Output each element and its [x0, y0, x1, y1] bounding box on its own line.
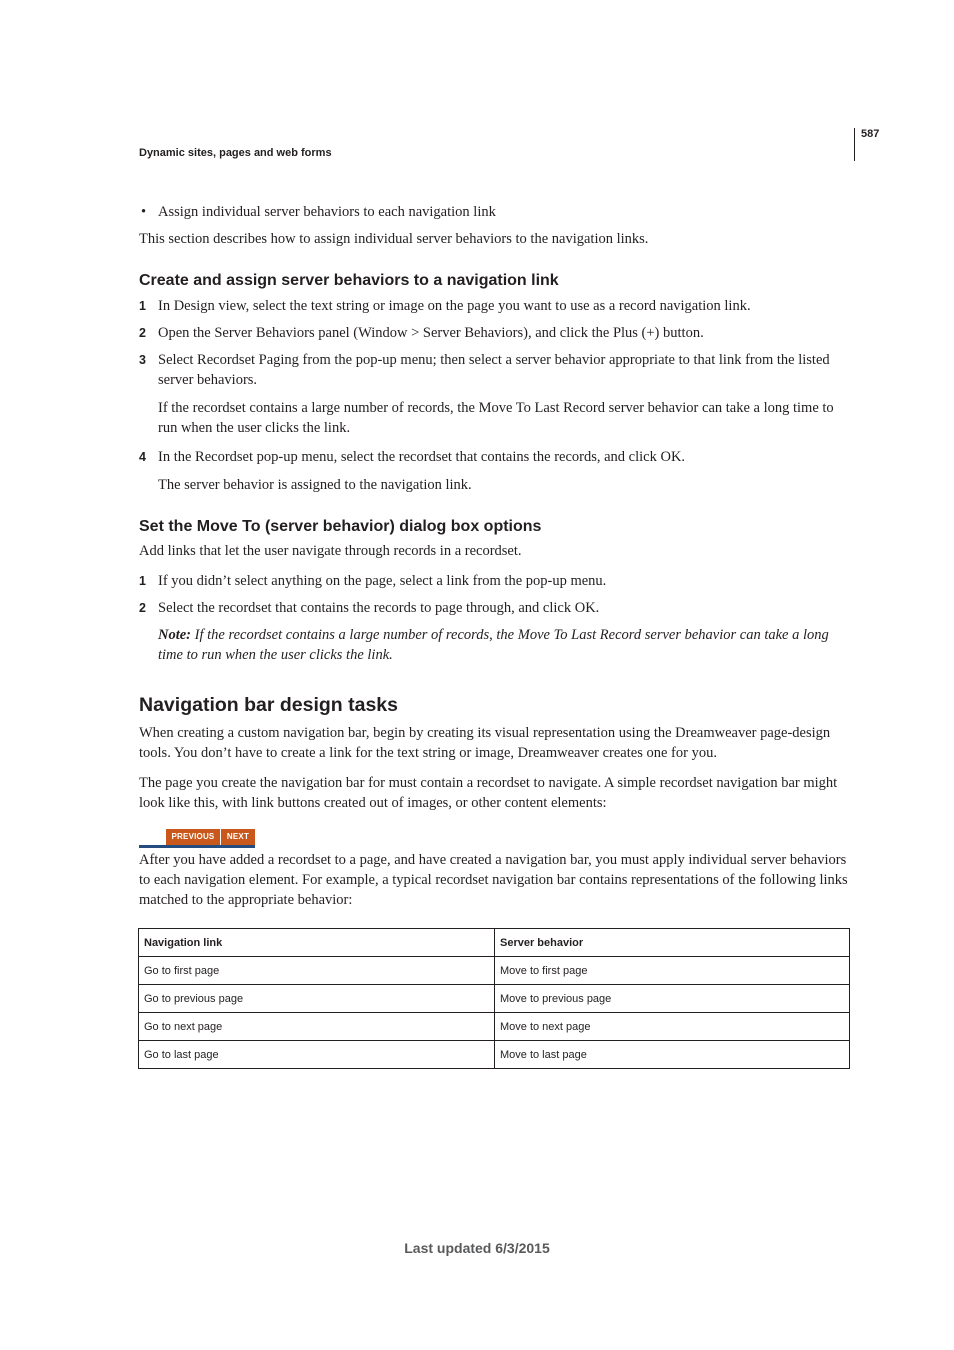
intro-paragraph: This section describes how to assign individual server behaviors to the navigation links.	[139, 231, 649, 247]
table-cell: Go to first page	[139, 957, 495, 985]
table-cell: Move to next page	[495, 1013, 850, 1041]
step-number: 4	[139, 450, 146, 464]
step-text: If you didn’t select anything on the page, select a link from the pop-up menu.	[158, 573, 607, 589]
note	[158, 625, 852, 665]
list-item	[139, 296, 851, 316]
paragraph: After you have added a recordset to a page, and have created a navigation bar, you must apply individual server behaviors to each navigation element. For example, a typical recordset navigation bar contains representations of the following links matched to the appropriate behavior:	[139, 852, 848, 908]
navigation-bar-example	[139, 829, 255, 848]
list-item	[139, 598, 851, 618]
column-header-server-behavior: Server behavior	[495, 929, 850, 957]
step-text: In the Recordset pop-up menu, select the recordset that contains the records, and click OK.	[158, 449, 686, 465]
table-row	[139, 1041, 850, 1069]
navbar-stripe	[139, 845, 255, 848]
section-heading-move-to: Set the Move To (server behavior) dialog box options	[139, 518, 542, 535]
list-item	[139, 323, 851, 343]
section-intro: Add links that let the user navigate through records in a recordset.	[139, 543, 522, 559]
table-row	[139, 985, 850, 1013]
note-text: If the recordset contains a large number of records, the Move To Last Record server behavior can take a long time to run when the user clicks the link.	[158, 627, 829, 663]
step-note: The server behavior is assigned to the navigation link.	[158, 477, 472, 493]
list-item	[139, 571, 851, 591]
step-number: 1	[139, 574, 146, 588]
table-cell: Go to next page	[139, 1013, 495, 1041]
list-item	[139, 350, 851, 390]
note-label: Note:	[158, 627, 192, 643]
table-row	[139, 957, 850, 985]
previous-button: PREVIOUS	[166, 829, 220, 845]
paragraph: When creating a custom navigation bar, begin by creating its visual representation using the Dreamweaver page-design tools. You don’t have to create a link for the text string or image, Dreamweaver creates one for you.	[139, 725, 831, 761]
step-number: 3	[139, 353, 146, 367]
header-rule	[854, 128, 855, 161]
table-cell: Move to previous page	[495, 985, 850, 1013]
section-heading-create-assign: Create and assign server behaviors to a navigation link	[139, 272, 559, 289]
step-text: Open the Server Behaviors panel (Window > Server Behaviors), and click the Plus (+) button.	[158, 325, 704, 341]
bullet-text: Assign individual server behaviors to each navigation link	[158, 204, 496, 220]
table-cell: Move to last page	[495, 1041, 850, 1069]
step-number: 1	[139, 299, 146, 313]
table-cell: Go to previous page	[139, 985, 495, 1013]
step-number: 2	[139, 326, 146, 340]
step-note: If the recordset contains a large number of records, the Move To Last Record server behavior can take a long time to run when the user clicks the link.	[158, 400, 834, 436]
navigation-behavior-table	[138, 928, 850, 1069]
column-header-navigation-link: Navigation link	[139, 929, 495, 957]
paragraph: The page you create the navigation bar for must contain a recordset to navigate. A simple recordset navigation bar might look like this, with link buttons created out of images, or other content elements:	[139, 775, 838, 811]
section-heading-navigation-bar: Navigation bar design tasks	[139, 694, 398, 716]
step-text: Select the recordset that contains the records to page through, and click OK.	[158, 600, 600, 616]
step-text: In Design view, select the text string or image on the page you want to use as a record navigation link.	[158, 298, 751, 314]
step-number: 2	[139, 601, 146, 615]
page-number: 587	[861, 128, 880, 140]
table-cell: Go to last page	[139, 1041, 495, 1069]
bullet-marker: •	[141, 204, 147, 220]
next-button: NEXT	[221, 829, 255, 845]
step-text: Select Recordset Paging from the pop-up menu; then select a server behavior appropriate to that link from the listed server behaviors.	[158, 352, 830, 388]
table-header-row	[139, 929, 850, 957]
list-item	[139, 447, 851, 467]
table-row	[139, 1013, 850, 1041]
last-updated-footer: Last updated 6/3/2015	[404, 1240, 550, 1256]
table-cell: Move to first page	[495, 957, 850, 985]
running-title: Dynamic sites, pages and web forms	[139, 147, 332, 159]
